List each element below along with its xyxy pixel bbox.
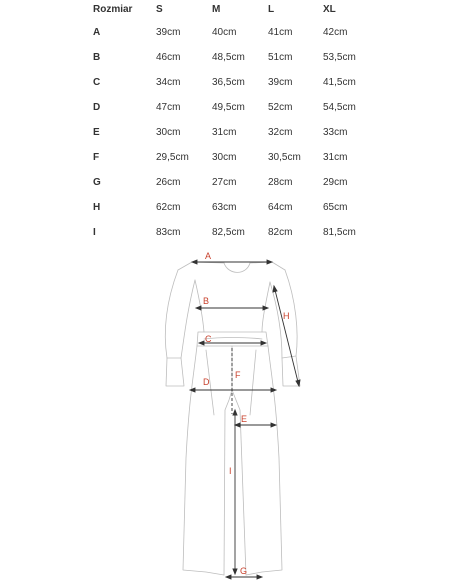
table-cell: 33cm <box>323 127 348 138</box>
table-row <box>0 98 452 118</box>
table-row <box>0 23 452 43</box>
neckline-outline <box>224 263 250 272</box>
row-label: E <box>93 127 100 138</box>
table-cell: 51cm <box>268 52 293 63</box>
table-cell: 41,5cm <box>323 77 356 88</box>
right-cuff-top <box>282 356 296 358</box>
garment-measurement-diagram <box>0 240 452 584</box>
table-cell: 82cm <box>268 227 293 238</box>
right-trouser-leg-outer <box>246 346 282 575</box>
table-cell: 40cm <box>212 27 237 38</box>
measure-arrow-e-right <box>271 423 276 427</box>
table-cell: 32cm <box>268 127 293 138</box>
measure-arrow-i-bottom <box>233 569 237 574</box>
left-sleeve-inner <box>181 280 195 358</box>
measure-arrow-a-right <box>267 260 272 264</box>
measure-arrow-h-top <box>273 286 277 292</box>
measure-arrow-b-left <box>196 306 201 310</box>
table-cell: 29cm <box>323 177 348 188</box>
table-cell: 42cm <box>323 27 348 38</box>
left-sleeve-outer <box>165 270 178 358</box>
table-row <box>0 198 452 218</box>
table-cell: 34cm <box>156 77 181 88</box>
table-cell: 29,5cm <box>156 152 189 163</box>
table-row <box>0 173 452 193</box>
measure-line-h <box>274 286 299 386</box>
left-inseam <box>224 346 232 575</box>
table-row <box>0 148 452 168</box>
measure-arrow-d-left <box>190 388 195 392</box>
measure-arrow-b-right <box>263 306 268 310</box>
table-cell: 53,5cm <box>323 52 356 63</box>
measure-arrow-c-right <box>261 341 266 345</box>
row-label: G <box>93 177 101 188</box>
table-cell: 31cm <box>323 152 348 163</box>
table-cell: 30,5cm <box>268 152 301 163</box>
jumpsuit-outline-drawing <box>0 240 452 584</box>
table-cell: 48,5cm <box>212 52 245 63</box>
row-label: F <box>93 152 100 163</box>
header-xl: XL <box>323 4 336 15</box>
table-header-row <box>0 0 452 20</box>
left-shoulder-outline <box>178 262 224 270</box>
table-cell: 46cm <box>156 52 181 63</box>
header-m: M <box>212 4 221 15</box>
measure-arrow-e-left <box>235 423 240 427</box>
measure-arrow-i-top <box>233 410 237 415</box>
left-cuff <box>166 358 184 386</box>
dimension-label-b: B <box>203 296 210 306</box>
dimension-label-g: G <box>240 566 248 576</box>
header-l: L <box>268 4 275 15</box>
table-row <box>0 48 452 68</box>
table-cell: 49,5cm <box>212 102 245 113</box>
table-cell: 63cm <box>212 202 237 213</box>
table-cell: 27cm <box>212 177 237 188</box>
table-cell: 65cm <box>323 202 348 213</box>
table-row <box>0 73 452 93</box>
table-cell: 54,5cm <box>323 102 356 113</box>
header-s: S <box>156 4 163 15</box>
table-cell: 64cm <box>268 202 293 213</box>
table-row <box>0 123 452 143</box>
measure-arrow-g-right <box>257 575 262 579</box>
table-cell: 30cm <box>212 152 237 163</box>
table-cell: 30cm <box>156 127 181 138</box>
dimension-label-f: F <box>235 370 241 380</box>
waistband-gather <box>204 338 262 340</box>
bodice-left-side <box>195 280 204 332</box>
header-size: Rozmiar <box>93 4 133 15</box>
dimension-label-i: I <box>229 466 232 476</box>
dimension-label-c: C <box>205 334 212 344</box>
right-pleat-line <box>250 350 256 415</box>
table-cell: 83cm <box>156 227 181 238</box>
table-cell: 82,5cm <box>212 227 245 238</box>
table-cell: 39cm <box>156 27 181 38</box>
table-cell: 36,5cm <box>212 77 245 88</box>
measure-arrow-a-left <box>192 260 197 264</box>
row-label: D <box>93 102 101 113</box>
dimension-label-d: D <box>203 377 210 387</box>
measure-arrow-d-right <box>271 388 276 392</box>
dimension-label-a: A <box>205 251 212 261</box>
measure-arrow-c-left <box>199 341 204 345</box>
row-label: A <box>93 27 101 38</box>
dimension-label-e: E <box>241 414 248 424</box>
table-cell: 81,5cm <box>323 227 356 238</box>
measure-arrow-h-bottom <box>296 380 300 386</box>
table-cell: 41cm <box>268 27 293 38</box>
row-label: C <box>93 77 101 88</box>
table-cell: 52cm <box>268 102 293 113</box>
table-cell: 31cm <box>212 127 237 138</box>
row-label: H <box>93 202 101 213</box>
table-cell: 39cm <box>268 77 293 88</box>
table-cell: 62cm <box>156 202 181 213</box>
table-cell: 26cm <box>156 177 181 188</box>
dimension-label-h: H <box>283 311 290 321</box>
table-cell: 28cm <box>268 177 293 188</box>
row-label: I <box>93 227 96 238</box>
table-cell: 47cm <box>156 102 181 113</box>
row-label: B <box>93 52 101 63</box>
measure-arrow-g-left <box>226 575 231 579</box>
